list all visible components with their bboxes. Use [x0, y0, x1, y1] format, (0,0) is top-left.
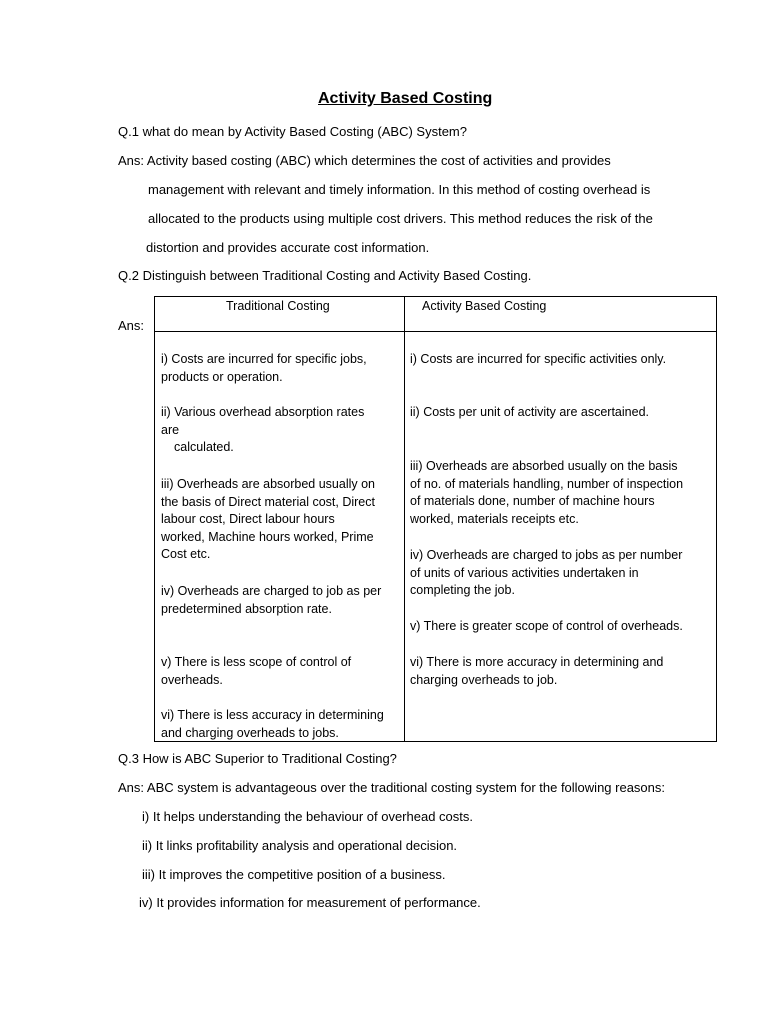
q2-ans-label: Ans: [118, 318, 145, 333]
q3-question: Q.3 How is ABC Superior to Traditional Costing? [118, 751, 397, 766]
traditional-item-5: v) There is less scope of control of overheads. [161, 655, 352, 687]
q1-answer-line-4: distortion and provides accurate cost information. [146, 240, 430, 255]
table-header-divider [154, 331, 717, 332]
traditional-item-1: i) Costs are incurred for specific jobs, products or operation. [161, 352, 367, 384]
traditional-item-2: ii) Various overhead absorption rates are calculated. [161, 405, 365, 455]
table-header-traditional: Traditional Costing [226, 299, 330, 313]
q1-answer-line-1: Ans: Activity based costing (ABC) which determines the cost of activities and provides [118, 153, 611, 168]
table-header-abc: Activity Based Costing [422, 299, 547, 313]
page-title: Activity Based Costing [318, 90, 493, 107]
q1-answer-line-3: allocated to the products using multiple cost drivers. This method reduces the risk of the [148, 211, 653, 226]
abc-item-5: v) There is greater scope of control of overheads. [410, 619, 683, 633]
q1-answer-line-2: management with relevant and timely information. In this method of costing overhead is [148, 182, 651, 197]
abc-item-4: iv) Overheads are charged to jobs as per number of units of various activities undertaken in completing the job. [410, 548, 683, 598]
q3-reason-3: iii) It improves the competitive position of a business. [142, 867, 446, 882]
q1-question: Q.1 what do mean by Activity Based Costing (ABC) System? [118, 124, 467, 139]
traditional-item-3: iii) Overheads are absorbed usually on the basis of Direct material cost, Direct labour cost, Direct labour hours worked, Machine hours worked, Prime Cost etc. [161, 477, 376, 562]
table-column-divider [404, 296, 405, 742]
q3-answer: Ans: ABC system is advantageous over the traditional costing system for the following reasons: [118, 780, 665, 795]
q2-question: Q.2 Distinguish between Traditional Costing and Activity Based Costing. [118, 268, 532, 283]
abc-item-6: vi) There is more accuracy in determining and charging overheads to job. [410, 655, 664, 687]
q3-reason-4: iv) It provides information for measurement of performance. [139, 895, 481, 910]
abc-item-3: iii) Overheads are absorbed usually on the basis of no. of materials handling, number of inspection of materials done, number of machine hours worked, materials receipts etc. [410, 459, 684, 526]
q3-reason-2: ii) It links profitability analysis and operational decision. [142, 838, 458, 853]
abc-item-1: i) Costs are incurred for specific activities only. [410, 352, 667, 366]
q3-reason-1: i) It helps understanding the behaviour of overhead costs. [142, 809, 473, 824]
traditional-item-6: vi) There is less accuracy in determining and charging overheads to jobs. [161, 708, 384, 740]
abc-item-2: ii) Costs per unit of activity are ascertained. [410, 405, 649, 419]
traditional-item-4: iv) Overheads are charged to job as per predetermined absorption rate. [161, 584, 382, 616]
